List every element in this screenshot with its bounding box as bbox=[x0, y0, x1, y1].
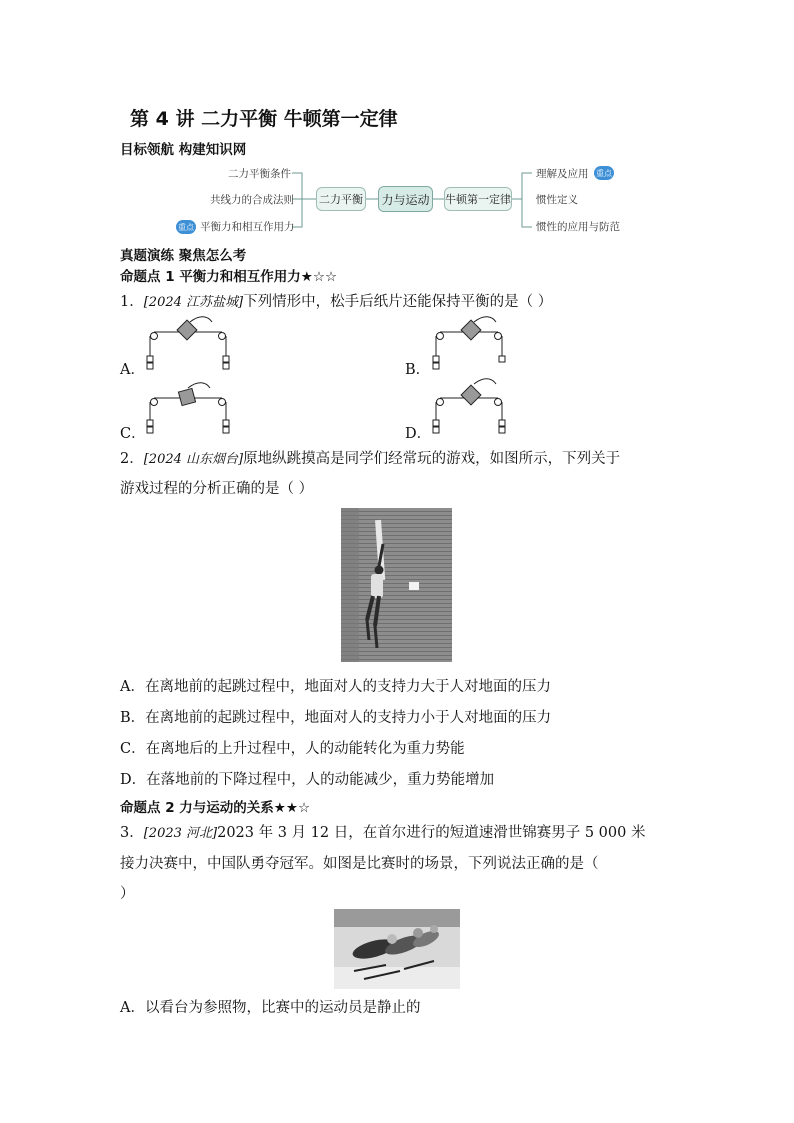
question-source: [2023 河北] bbox=[143, 826, 218, 841]
question-3-text-line-3: ） bbox=[120, 886, 135, 902]
mindmap-left-item-2: 共线力的合成法则 bbox=[210, 194, 294, 206]
q2-option-c: C．在离地后的上升过程中，人的动能转化为重力势能 bbox=[120, 741, 465, 757]
q3-option-a: A．以看台为参照物，比赛中的运动员是静止的 bbox=[120, 1000, 421, 1016]
q1-figure-a bbox=[142, 312, 242, 372]
q2-jump-photo bbox=[341, 508, 452, 662]
key-point-badge-right: 重点 bbox=[594, 166, 614, 180]
topic-heading-1: 命题点 1 平衡力和相互作用力★☆☆ bbox=[120, 269, 338, 285]
key-point-badge: 重点 bbox=[176, 220, 196, 234]
mindmap-left-item-3: 平衡力和相互作用力 bbox=[200, 221, 295, 233]
question-3-text-line-2: 接力决赛中，中国队勇夺冠军。如图是比赛时的场景，下列说法正确的是（ bbox=[120, 856, 599, 872]
q1-option-a: A． bbox=[120, 362, 145, 378]
section-heading-goals: 目标领航 构建知识网 bbox=[120, 142, 247, 158]
question-3 bbox=[120, 821, 645, 842]
q1-figure-d bbox=[428, 376, 528, 436]
question-1 bbox=[120, 290, 552, 311]
question-2 bbox=[120, 447, 620, 468]
question-number: 1． bbox=[120, 294, 144, 310]
page-title: 第 4 讲 二力平衡 牛顿第一定律 bbox=[130, 108, 398, 130]
mindmap-box-two-force-balance: 二力平衡 bbox=[316, 187, 366, 211]
mindmap-box-force-and-motion: 力与运动 bbox=[378, 186, 433, 212]
question-text: 下列情形中，松手后纸片还能保持平衡的是（ ） bbox=[243, 294, 553, 310]
q1-option-c: C． bbox=[120, 426, 146, 442]
q3-skating-photo bbox=[334, 909, 460, 989]
mindmap-left-item-1: 二力平衡条件 bbox=[228, 168, 291, 180]
question-text-line-1: 2023 年 3 月 12 日，在首尔进行的短道速滑世锦赛男子 5 000 米 bbox=[217, 825, 646, 841]
q1-figure-b bbox=[428, 312, 528, 372]
q2-option-b: B．在离地前的起跳过程中，地面对人的支持力小于人对地面的压力 bbox=[120, 710, 552, 726]
question-2-text-line-2: 游戏过程的分析正确的是（ ） bbox=[120, 481, 314, 497]
mindmap-right-item-3: 惯性的应用与防范 bbox=[536, 221, 620, 233]
question-text-line-1: 原地纵跳摸高是同学们经常玩的游戏，如图所示，下列关于 bbox=[243, 451, 621, 467]
q1-option-d: D． bbox=[405, 426, 432, 442]
question-number: 3． bbox=[120, 825, 144, 841]
mindmap-box-newton-first-law: 牛顿第一定律 bbox=[444, 187, 512, 211]
topic-heading-2: 命题点 2 力与运动的关系★★☆ bbox=[120, 800, 311, 816]
question-source: [2024 山东烟台] bbox=[143, 452, 244, 467]
q2-option-d: D．在落地前的下降过程中，人的动能减少，重力势能增加 bbox=[120, 772, 495, 788]
q1-figure-c bbox=[142, 376, 242, 436]
section-heading-exam: 真题演练 聚焦怎么考 bbox=[120, 248, 247, 264]
question-number: 2． bbox=[120, 451, 144, 467]
question-source: [2024 江苏盐城] bbox=[143, 295, 244, 310]
q2-option-a: A．在离地前的起跳过程中，地面对人的支持力大于人对地面的压力 bbox=[120, 679, 551, 695]
q1-option-b: B． bbox=[405, 362, 431, 378]
mindmap-right-item-1: 理解及应用 bbox=[536, 168, 589, 180]
mindmap-right-item-2: 惯性定义 bbox=[536, 194, 578, 206]
